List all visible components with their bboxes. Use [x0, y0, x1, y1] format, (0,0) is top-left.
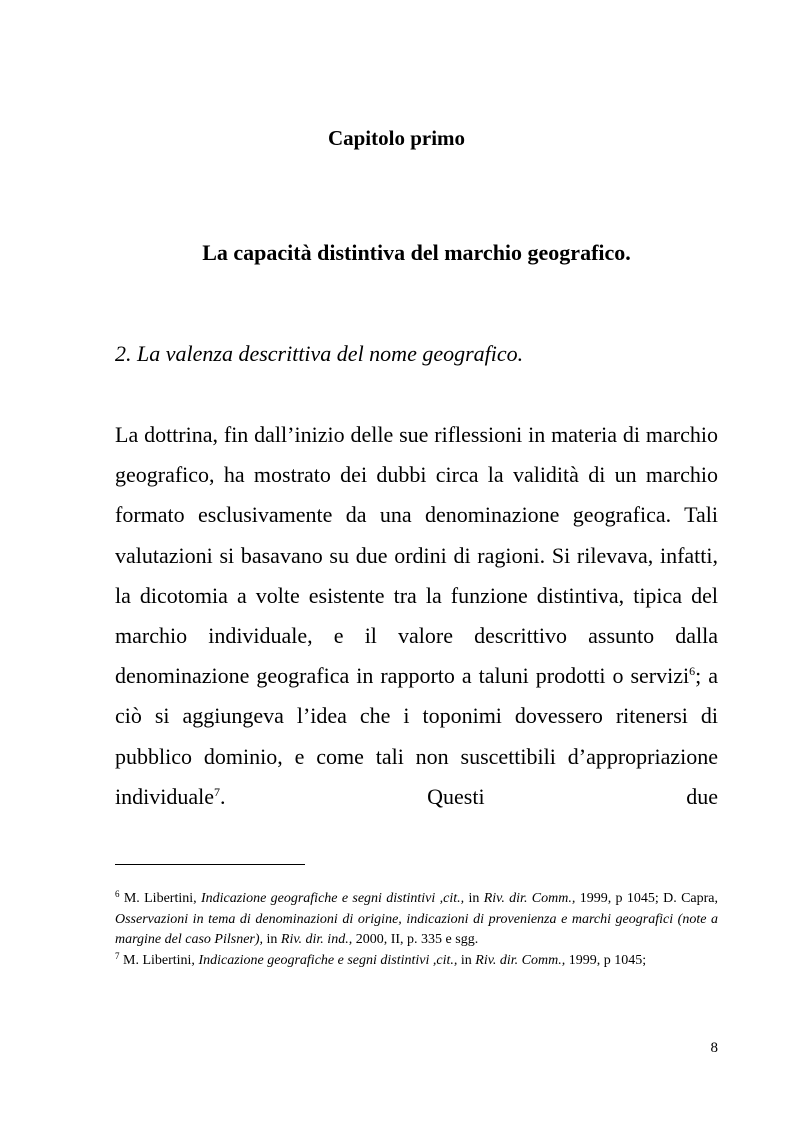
footnote-journal: Riv. dir. Comm.,: [483, 891, 576, 906]
footnote-journal-2: Riv. dir. ind.,: [280, 932, 353, 947]
body-text-part-2: ; a ciò si aggiungeva l’idea che i toponimi dovessero ritenersi di pubblico dominio, e come tali non suscettibili d’appropriazione individuale: [115, 663, 718, 809]
footnote-ref-7: 7: [213, 784, 220, 799]
chapter-heading: Capitolo primo: [327, 126, 466, 150]
footnote-author: M. Libertini,: [119, 952, 199, 968]
footnote-in: in: [464, 891, 484, 906]
footnote-separator: [115, 864, 305, 865]
footnote-text-2: 2000, II, p. 335 e sgg.: [352, 932, 479, 947]
body-paragraph: [115, 415, 718, 817]
footnote-text: 1999, p 1045; D. Capra,: [575, 891, 718, 906]
footnote-text: 1999, p 1045;: [565, 952, 647, 968]
footnote-number: 6: [115, 889, 120, 899]
footnote-work-title: Indicazione geografiche e segni distintivi ,cit.,: [198, 952, 458, 968]
footnote-author: M. Libertini,: [119, 891, 201, 906]
footnote-ref-6: 6: [689, 664, 696, 679]
section-heading: 2. La valenza descrittiva del nome geografico.: [115, 341, 524, 366]
footnote-in: in: [457, 952, 476, 968]
footnote-7: [115, 951, 718, 972]
footnote-in-2: in: [263, 932, 281, 947]
footnotes: [115, 889, 718, 971]
page-number: 8: [710, 1040, 718, 1056]
footnote-6: [115, 889, 718, 951]
footnote-work-title-2: Osservazioni in tema di denominazioni di origine, indicazioni di provenienza e marchi geografici (note a margine del caso Pilsner),: [115, 911, 718, 947]
footnote-number: 7: [115, 950, 120, 961]
body-text-part-1: La dottrina, fin dall’inizio delle sue riflessioni in materia di marchio geografico, ha mostrato dei dubbi circa la validità di un marchio formato esclusivamente da una denominazione geografica. Tali valutazioni si basavano su due ordini di ragioni. Si rilevava, infatti, la dicotomia a volte esistente tra la funzione distintiva, tipica del marchio individuale, e il valore descrittivo assunto dalla denominazione geografica in rapporto a taluni prodotti o servizi: [115, 422, 718, 689]
body-text-part-3: . Questi due: [219, 783, 718, 809]
footnote-journal: Riv. dir. Comm.,: [475, 952, 566, 968]
footnote-work-title: Indicazione geografiche e segni distintivi ,cit.,: [200, 891, 465, 906]
chapter-title: La capacità distintiva del marchio geografico.: [202, 240, 631, 265]
